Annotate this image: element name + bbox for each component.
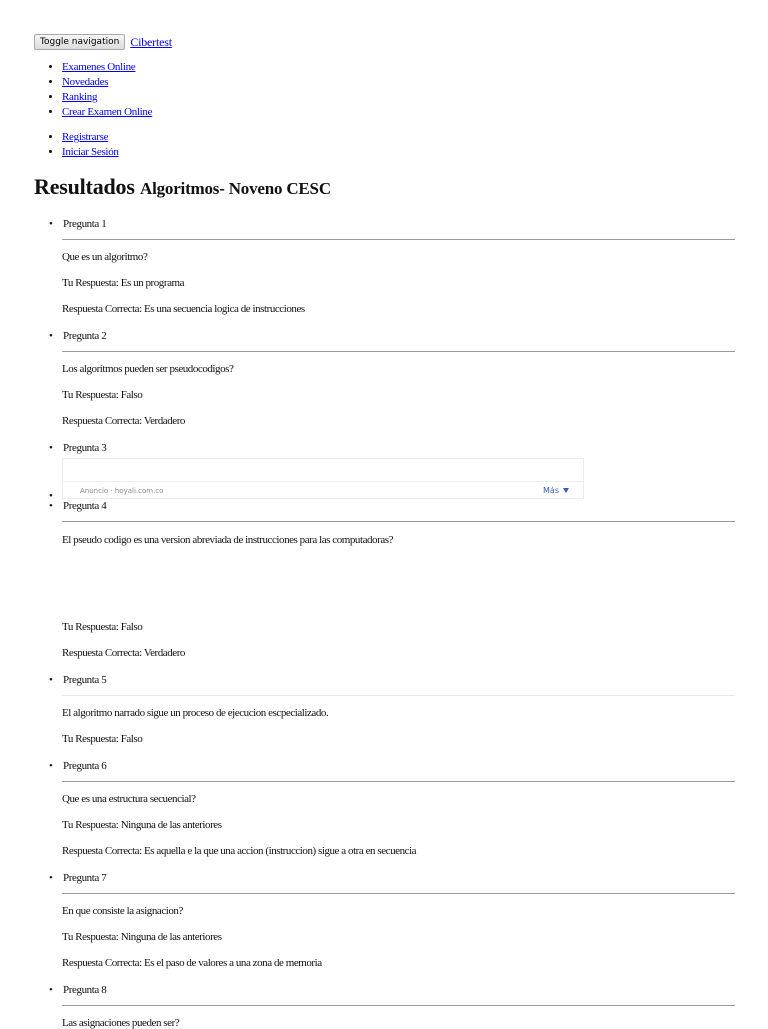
question-text: Que es un algoritmo? [62, 251, 148, 263]
question-text: Que es una estructura secuencial? [62, 793, 196, 805]
question-heading: • Pregunta 8 [49, 984, 107, 996]
question-heading: • Pregunta 4 [49, 500, 107, 512]
divider [62, 521, 735, 522]
nav-link-crear-examen[interactable]: Crear Examen Online [62, 106, 153, 118]
correct-answer: Respuesta Correcta: Verdadero [62, 415, 185, 427]
question-text: El pseudo codigo es una version abreviada de instrucciones para las computadoras? [62, 534, 394, 546]
nav-link-ranking[interactable]: Ranking [62, 91, 98, 103]
question-text: Las asignaciones pueden ser? [62, 1017, 180, 1029]
question-heading: • Pregunta 6 [49, 760, 107, 772]
divider [62, 239, 735, 240]
correct-answer: Respuesta Correcta: Es aquella e la que una accion (instruccion) sigue a otra en secuencia [62, 845, 417, 857]
question-heading: • Pregunta 3 [49, 442, 107, 454]
nav-link-examenes-online[interactable]: Examenes Online [62, 61, 136, 73]
question-text: El algoritmo narrado sigue un proceso de ejecucion escpecializado. [62, 707, 329, 719]
divider [62, 1005, 735, 1006]
question-text: En que consiste la asignacion? [62, 905, 183, 917]
ad-footer [63, 481, 583, 499]
question-label: Pregunta 3 [63, 442, 107, 454]
nav-link-novedades[interactable]: Novedades [62, 76, 109, 88]
question-label: Pregunta 4 [63, 500, 107, 512]
your-answer: Tu Respuesta: Falso [62, 733, 143, 745]
ad-label: Anuncio · hoyali.com.co [80, 486, 164, 495]
your-answer: Tu Respuesta: Ninguna de las anteriores [62, 931, 222, 943]
divider [62, 893, 735, 894]
page-title-main: Resultados [34, 174, 135, 199]
ad-more-label: Más [543, 486, 559, 495]
divider [62, 351, 735, 352]
nav-link-registrarse[interactable]: Registrarse [62, 131, 109, 143]
your-answer: Tu Respuesta: Ninguna de las anteriores [62, 819, 222, 831]
question-label: Pregunta 5 [63, 674, 107, 686]
question-label: Pregunta 7 [63, 872, 107, 884]
brand-link[interactable]: Cibertest [130, 34, 172, 49]
divider [62, 695, 735, 696]
divider [62, 781, 735, 782]
question-label: Pregunta 8 [63, 984, 107, 996]
your-answer: Tu Respuesta: Es un programa [62, 277, 185, 289]
correct-answer: Respuesta Correcta: Es el paso de valores a una zona de memoria [62, 957, 322, 969]
question-text: Los algoritmos pueden ser pseudocodigos? [62, 363, 234, 375]
question-heading: • Pregunta 5 [49, 674, 107, 686]
your-answer: Tu Respuesta: Falso [62, 621, 143, 633]
question-heading: • Pregunta 2 [49, 330, 107, 342]
ad-more-button[interactable] [543, 486, 569, 495]
question-heading: • Pregunta 1 [49, 218, 107, 230]
list-bullet: • [49, 490, 53, 502]
nav-link-iniciar-sesion[interactable]: Iniciar Sesión [62, 146, 119, 158]
page-title-exam-name: Algoritmos- Noveno CESC [140, 179, 331, 198]
question-label: Pregunta 2 [63, 330, 107, 342]
question-heading: • Pregunta 7 [49, 872, 107, 884]
ad-banner[interactable] [62, 458, 584, 499]
toggle-navigation-button[interactable]: Toggle navigation [34, 34, 125, 50]
question-label: Pregunta 1 [63, 218, 107, 230]
question-label: Pregunta 6 [63, 760, 107, 772]
your-answer: Tu Respuesta: Falso [62, 389, 143, 401]
chevron-down-icon [563, 488, 569, 493]
correct-answer: Respuesta Correcta: Es una secuencia logica de instrucciones [62, 303, 305, 315]
correct-answer: Respuesta Correcta: Verdadero [62, 647, 185, 659]
